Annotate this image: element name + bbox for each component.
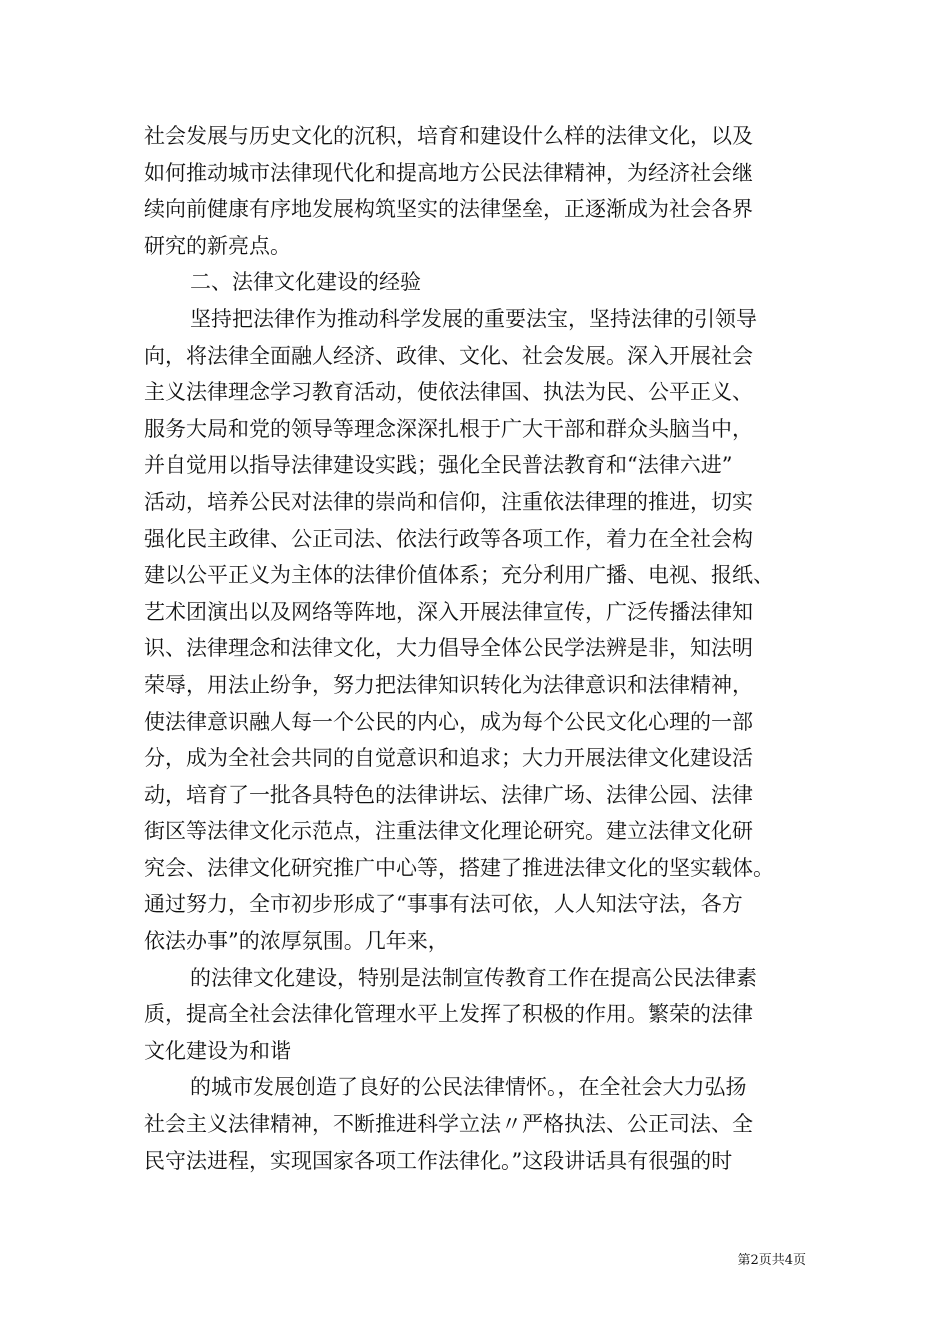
section-heading: 二、法律文化建设的经验 [190,270,421,295]
text-line: 民守法进程，实现国家各项工作法律化。”这段讲话具有很强的时 [144,1148,733,1173]
text-line: 究会、法律文化研究推广中心等，搭建了推进法律文化的坚实载体。 [144,855,774,880]
text-line: 服务大局和党的领导等理念深深扎根于广大干部和群众头脑当中， [144,416,753,441]
text-line: 强化民主政律、公正司法、依法行政等各项工作，着力在全社会构 [144,526,753,551]
text-line: 续向前健康有序地发展构筑坚实的法律堡垒，正逐渐成为社会各界 [144,197,753,222]
text-line: 的法律文化建设，特别是法制宣传教育工作在提高公民法律素 [190,965,757,990]
text-line: 使法律意识融人每一个公民的内心，成为每个公民文化心理的一部 [144,709,753,734]
text-line: 质，提高全社会法律化管理水平上发挥了积极的作用。繁荣的法律 [144,1002,753,1027]
text-line: 分，成为全社会共同的自觉意识和追求；大力开展法律文化建设活 [144,746,753,771]
text-line: 通过努力，全市初步形成了“事事有法可依，人人知法守法，各方 [144,892,743,917]
text-line: 如何推动城市法律现代化和提高地方公民法律精神，为经济社会继 [144,160,753,185]
text-line: 坚持把法律作为推动科学发展的重要法宝，坚持法律的引领导 [190,306,757,331]
text-line: 并自觉用以指导法律建设实践；强化全民普法教育和“法律六进” [144,453,733,478]
text-line: 活动，培养公民对法律的崇尚和信仰，注重依法律理的推进，切实 [144,489,753,514]
text-line: 艺术团演出以及网络等阵地，深入开展法律宣传，广泛传播法律知 [144,599,753,624]
text-line: 荣辱，用法止纷争，努力把法律知识转化为法律意识和法律精神， [144,672,753,697]
text-line: 依法办事”的浓厚氛围。几年来， [144,929,449,954]
text-line: 研究的新亮点。 [144,233,291,258]
text-line: 识、法律理念和法律文化，大力倡导全体公民学法辨是非，知法明 [144,636,753,661]
text-line: 社会发展与历史文化的沉积，培育和建设什么样的法律文化，以及 [144,124,753,148]
text-line: 主义法律理念学习教育活动，使依法律国、执法为民、公平正义、 [144,380,753,405]
text-line: 建以公平正义为主体的法律价值体系；充分利用广播、电视、报纸、 [144,563,774,588]
text-line: 街区等法律文化示范点，注重法律文化理论研究。建立法律文化研 [144,819,753,844]
text-line: 文化建设为和谐 [144,1038,291,1063]
text-line: 的城市发展创造了良好的公民法律情怀。，在全社会大力弘扬 [190,1075,747,1100]
page-number-footer: 第2页共4页 [737,1253,806,1268]
body-text [144,118,834,1179]
text-line: 动，培育了一批各具特色的法律讲坛、法律广场、法律公园、法律 [144,782,753,807]
text-line: 社会主义法律精神，不断推进科学立法〃严格执法、公正司法、全 [144,1112,753,1137]
text-line: 向，将法律全面融人经济、政律、文化、社会发展。深入开展社会 [144,343,753,368]
